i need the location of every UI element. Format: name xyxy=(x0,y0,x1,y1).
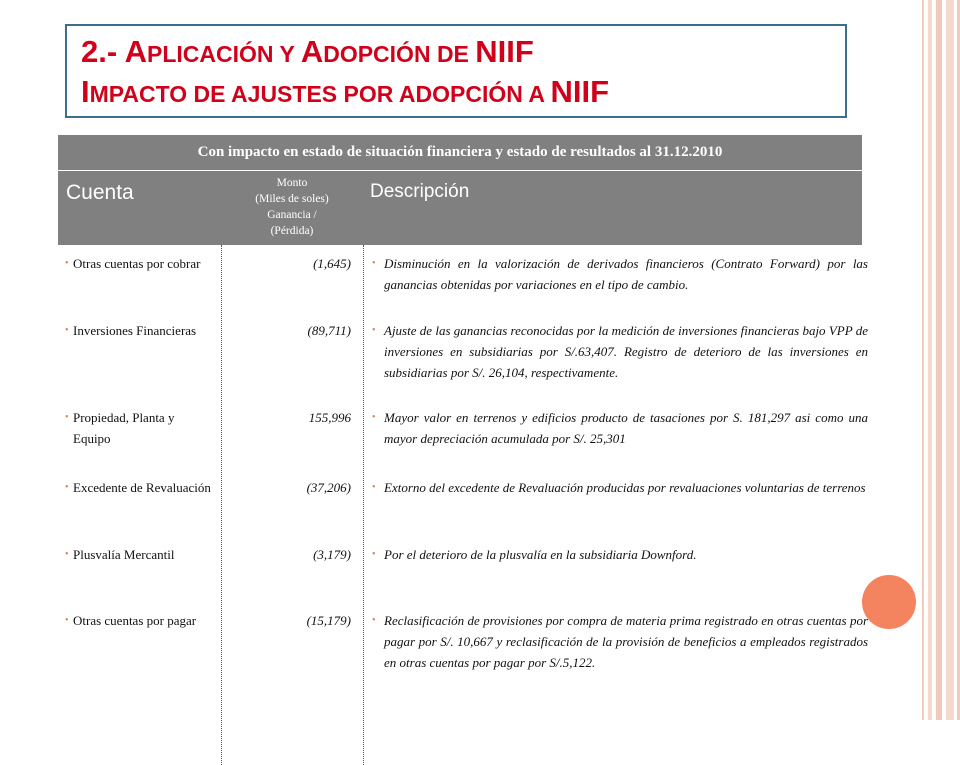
decorative-circle xyxy=(862,575,916,629)
row-cuenta: • Propiedad, Planta y Equipo xyxy=(73,410,175,446)
row-descripcion: • Ajuste de las ganancias reconocidas por la medición de inversiones financieras bajo VPP de inversiones en subsidiarias por S/.63,407. Registro de deterioro de las inversiones en subsidiarias por S/. 26,104, respectivamente. xyxy=(384,323,868,380)
header-cuenta: Cuenta xyxy=(66,181,134,204)
slide-title xyxy=(65,24,847,118)
row-cuenta: • Otras cuentas por pagar xyxy=(73,613,197,628)
table-caption: Con impacto en estado de situación financiera y estado de resultados al 31.12.2010 xyxy=(58,135,862,171)
title-line-2: IMPACTO DE AJUSTES POR ADOPCIÓN A NIIF xyxy=(81,74,610,109)
row-monto: (1,645) xyxy=(313,256,351,271)
row-descripcion: • Disminución en la valorización de derivados financieros (Contrato Forward) por las ganancias obtenidas por variaciones en el tipo de cambio. xyxy=(384,256,868,292)
row-cuenta: • Otras cuentas por cobrar xyxy=(73,256,201,271)
row-cuenta: • Plusvalía Mercantil xyxy=(73,547,175,562)
row-cuenta: • Excedente de Revaluación xyxy=(73,480,211,495)
header-descripcion: Descripción xyxy=(370,181,470,202)
row-descripcion: • Por el deterioro de la plusvalía en la subsidiaria Downford. xyxy=(384,547,697,562)
row-descripcion: • Mayor valor en terrenos y edificios producto de tasaciones por S. 181,297 asi como una mayor depreciación acumulada por S/. 25,301 xyxy=(384,410,868,446)
row-monto: (89,711) xyxy=(307,323,351,338)
row-monto: (37,206) xyxy=(306,480,351,495)
row-cuenta: • Inversiones Financieras xyxy=(73,323,197,338)
row-monto: (3,179) xyxy=(313,547,351,562)
row-descripcion: • Extorno del excedente de Revaluación producidas por revaluaciones voluntarias de terrenos xyxy=(384,480,866,495)
adjustments-table xyxy=(58,135,868,765)
title-line-1: 2.- APLICACIÓN Y ADOPCIÓN DE NIIF xyxy=(81,34,534,69)
header-monto: Monto (Miles de soles) Ganancia / (Pérdida) xyxy=(255,177,329,237)
row-monto: (15,179) xyxy=(306,613,351,628)
table-body xyxy=(58,245,868,765)
row-descripcion: • Reclasificación de provisiones por compra de materia prima registrado en otras cuentas por pagar por S/. 10,667 y reclasificación de la provisión de beneficios a empleados registrados en otras cuentas por pagar por S/.5,122. xyxy=(384,613,868,670)
row-monto: 155,996 xyxy=(308,410,351,425)
table-header xyxy=(58,171,862,245)
decorative-stripes xyxy=(912,0,960,720)
